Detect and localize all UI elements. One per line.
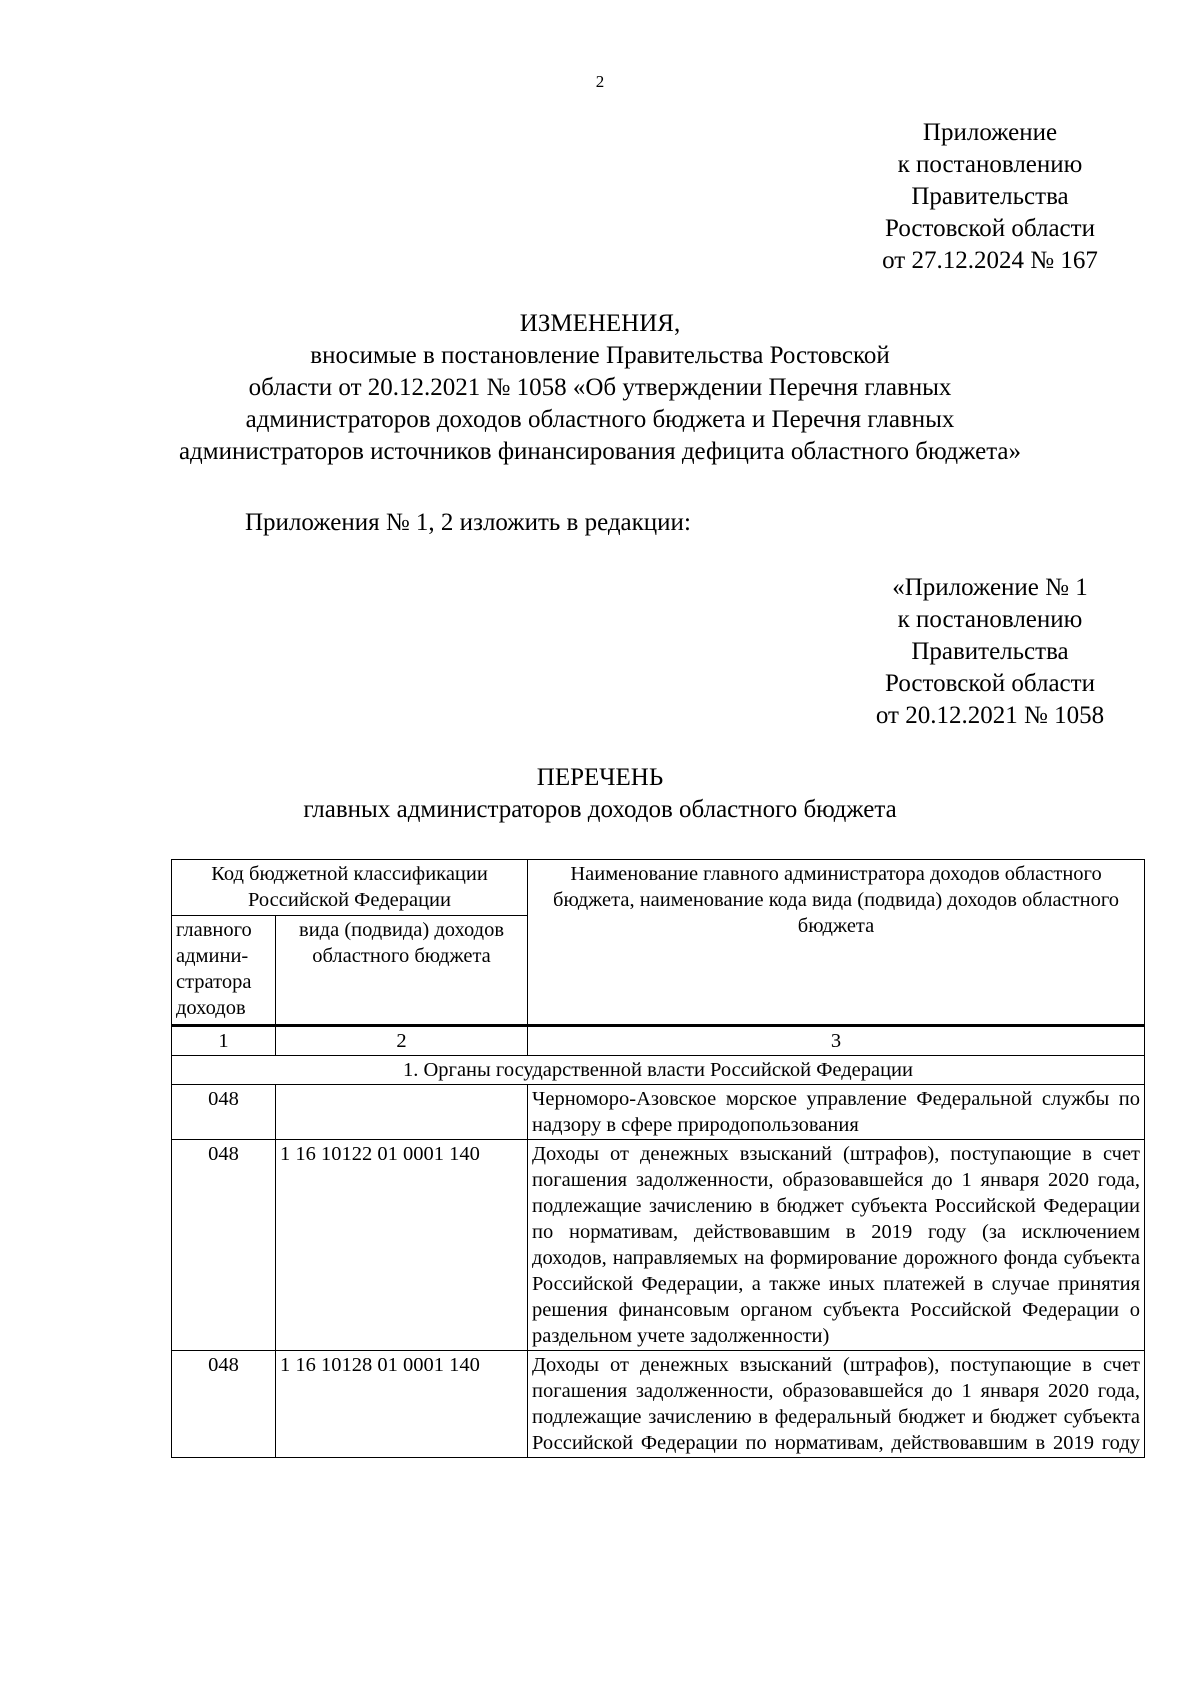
appendix-line: к постановлению [897,151,1083,178]
changes-title: ИЗМЕНЕНИЯ, [519,310,681,337]
changes-line: области от 20.12.2021 № 1058 «Об утверждении Перечня главных [248,374,952,401]
column-number: 2 [276,1026,528,1056]
appendix-line: от 27.12.2024 № 167 [882,247,1098,274]
changes-line: администраторов источников финансирования дефицита областного бюджета» [178,438,1022,465]
revenue-code-cell: 1 16 10122 01 0001 140 [276,1140,528,1351]
revenue-administrators-table [171,859,1145,1458]
list-title: ПЕРЕЧЕНЬ [536,764,664,791]
appendix-1-line: Правительства [911,638,1069,665]
table-header-row [172,860,1145,916]
header-admin-code: главного админи-стратора доходов [172,916,276,1026]
header-revenue-code: вида (подвида) доходов областного бюджета [276,916,528,1026]
appendix-line: Ростовской области [885,215,1095,242]
list-subtitle: главных администраторов доходов областного бюджета [303,796,897,823]
column-number-row [172,1026,1145,1056]
column-number: 3 [528,1026,1145,1056]
changes-line: администраторов доходов областного бюджета и Перечня главных [245,406,955,433]
appendix-note [835,117,1145,277]
appendix-1-line: от 20.12.2021 № 1058 [875,702,1105,729]
appendix-1-line: к постановлению [897,606,1083,633]
revenue-name-cell: Черноморо-Азовское морское управление Федеральной службы по надзору в сфере природопользования [528,1085,1145,1140]
admin-code-cell: 048 [172,1085,276,1140]
changes-line: вносимые в постановление Правительства Ростовской [310,342,890,369]
section-row [172,1056,1145,1085]
table-row [172,1085,1145,1140]
revenue-name-cell: Доходы от денежных взысканий (штрафов), поступающие в счет погашения задолженности, образовавшейся до 1 января 2020 года, подлежащие зачислению в бюджет субъекта Российской Федерации по нормативам, действовавшим в 2019 году (за исключением доходов, направляемых на формирование дорожного фонда субъекта Российской Федерации, а также иных платежей в случае принятия решения финансовым органом субъекта Российской Федерации о раздельном учете задолженности) [528,1140,1145,1351]
appendix-1-line: «Приложение № 1 [892,574,1088,601]
admin-code-cell: 048 [172,1351,276,1458]
admin-code-cell: 048 [172,1140,276,1351]
table-row [172,1140,1145,1351]
header-classification-code: Код бюджетной классификации Российской Федерации [172,860,528,916]
intro-text: Приложения № 1, 2 изложить в редакции: [245,509,691,536]
column-number: 1 [172,1026,276,1056]
changes-heading [0,308,1200,468]
appendix-1-note [835,572,1145,732]
revenue-name-cell: Доходы от денежных взысканий (штрафов), поступающие в счет погашения задолженности, образовавшейся до 1 января 2020 года, подлежащие зачислению в федеральный бюджет и бюджет субъекта Российской Федерации по нормативам, действовавшим в 2019 году [528,1351,1145,1458]
revenue-code-cell [276,1085,528,1140]
revenue-code-cell: 1 16 10128 01 0001 140 [276,1351,528,1458]
list-heading [0,762,1200,826]
table-row [172,1351,1145,1458]
section-title: 1. Органы государственной власти Российской Федерации [172,1056,1145,1085]
appendix-1-line: Ростовской области [885,670,1095,697]
page-number: 2 [595,72,605,91]
appendix-line: Приложение [922,119,1058,146]
appendix-line: Правительства [911,183,1069,210]
header-administrator-name: Наименование главного администратора доходов областного бюджета, наименование кода вида (подвида) доходов областного бюджета [528,860,1145,1026]
